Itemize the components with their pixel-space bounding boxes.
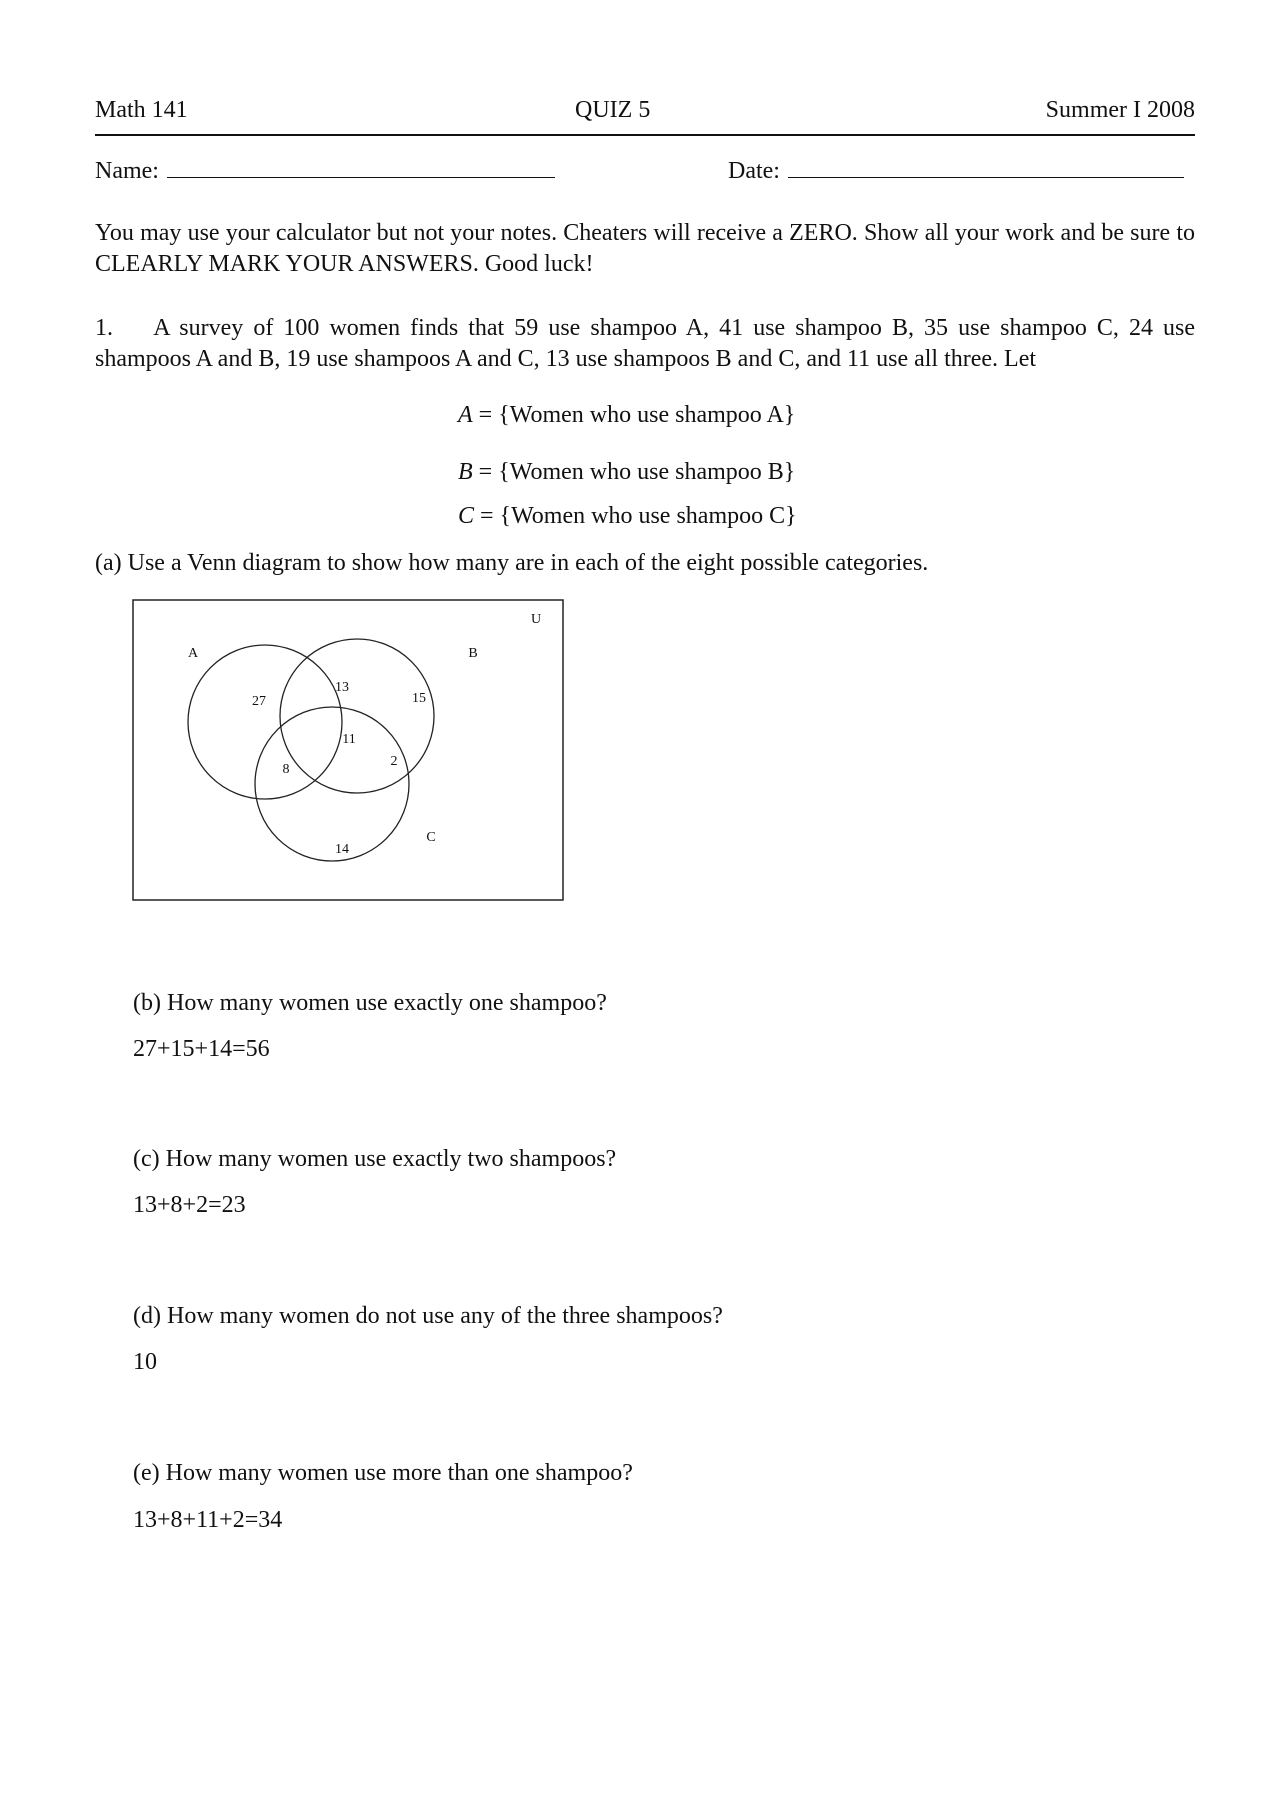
question-e: (e) How many women use more than one shampoo? — [133, 1460, 633, 1486]
set-description: = {Women who use shampoo B} — [472, 459, 796, 485]
set-description: = {Women who use shampoo A} — [472, 402, 796, 428]
region-ab-only: 13 — [335, 680, 349, 695]
date-label: Date: — [728, 158, 780, 184]
date-field — [728, 158, 1184, 185]
date-blank-line — [788, 159, 1184, 178]
name-field — [95, 158, 555, 185]
region-c-only: 14 — [335, 842, 349, 857]
page-header — [95, 97, 1195, 137]
question-d: (d) How many women do not use any of the three shampoos? — [133, 1303, 723, 1329]
question-c: (c) How many women use exactly two shampoos? — [133, 1146, 617, 1172]
name-label: Name: — [95, 158, 159, 184]
set-definition-b — [458, 459, 795, 486]
region-a-only: 27 — [252, 694, 266, 709]
region-bc-only: 2 — [390, 754, 398, 769]
name-blank-line — [167, 159, 555, 178]
set-description: = {Women who use shampoo C} — [474, 503, 797, 529]
circle-b — [280, 639, 434, 793]
set-variable: A — [458, 402, 473, 428]
problem-statement — [95, 313, 1195, 375]
circle-a — [188, 645, 342, 799]
set-definition-a — [458, 402, 795, 429]
question-b: (b) How many women use exactly one shampoo? — [133, 990, 607, 1016]
answer-b: 27+15+14=56 — [133, 1036, 270, 1062]
set-label-a: A — [187, 646, 199, 661]
instructions-text: You may use your calculator but not your notes. Cheaters will receive a ZERO. Show all your work and be sure to CLEARLY MARK YOUR ANSWERS. Good luck! — [95, 220, 1195, 277]
header-divider — [95, 134, 1195, 136]
universe-label: U — [530, 612, 542, 627]
course-name: Math 141 — [95, 97, 188, 123]
region-b-only: 15 — [412, 691, 426, 706]
part-a-question: (a) Use a Venn diagram to show how many are in each of the eight possible categories. — [95, 550, 929, 576]
term-label: Summer I 2008 — [1045, 97, 1195, 123]
set-label-c: C — [426, 830, 436, 845]
answer-e: 13+8+11+2=34 — [133, 1507, 283, 1533]
answer-c: 13+8+2=23 — [133, 1192, 246, 1218]
problem-text: A survey of 100 women finds that 59 use shampoo A, 41 use shampoo B, 35 use shampoo C, 24 use shampoos A and B, 19 use shampoos A and C, 13 use shampoos B and C, and 11 use all three. Let — [95, 315, 1195, 372]
answer-d: 10 — [133, 1349, 157, 1375]
set-definition-c — [458, 503, 797, 530]
region-abc: 11 — [342, 732, 356, 747]
set-label-b: B — [468, 646, 478, 661]
venn-diagram — [132, 599, 564, 901]
circle-c — [255, 707, 409, 861]
set-variable: B — [458, 459, 473, 485]
set-variable: C — [458, 503, 475, 529]
region-ac-only: 8 — [282, 762, 290, 777]
quiz-title: QUIZ 5 — [575, 97, 651, 123]
problem-number: 1. — [95, 315, 113, 341]
